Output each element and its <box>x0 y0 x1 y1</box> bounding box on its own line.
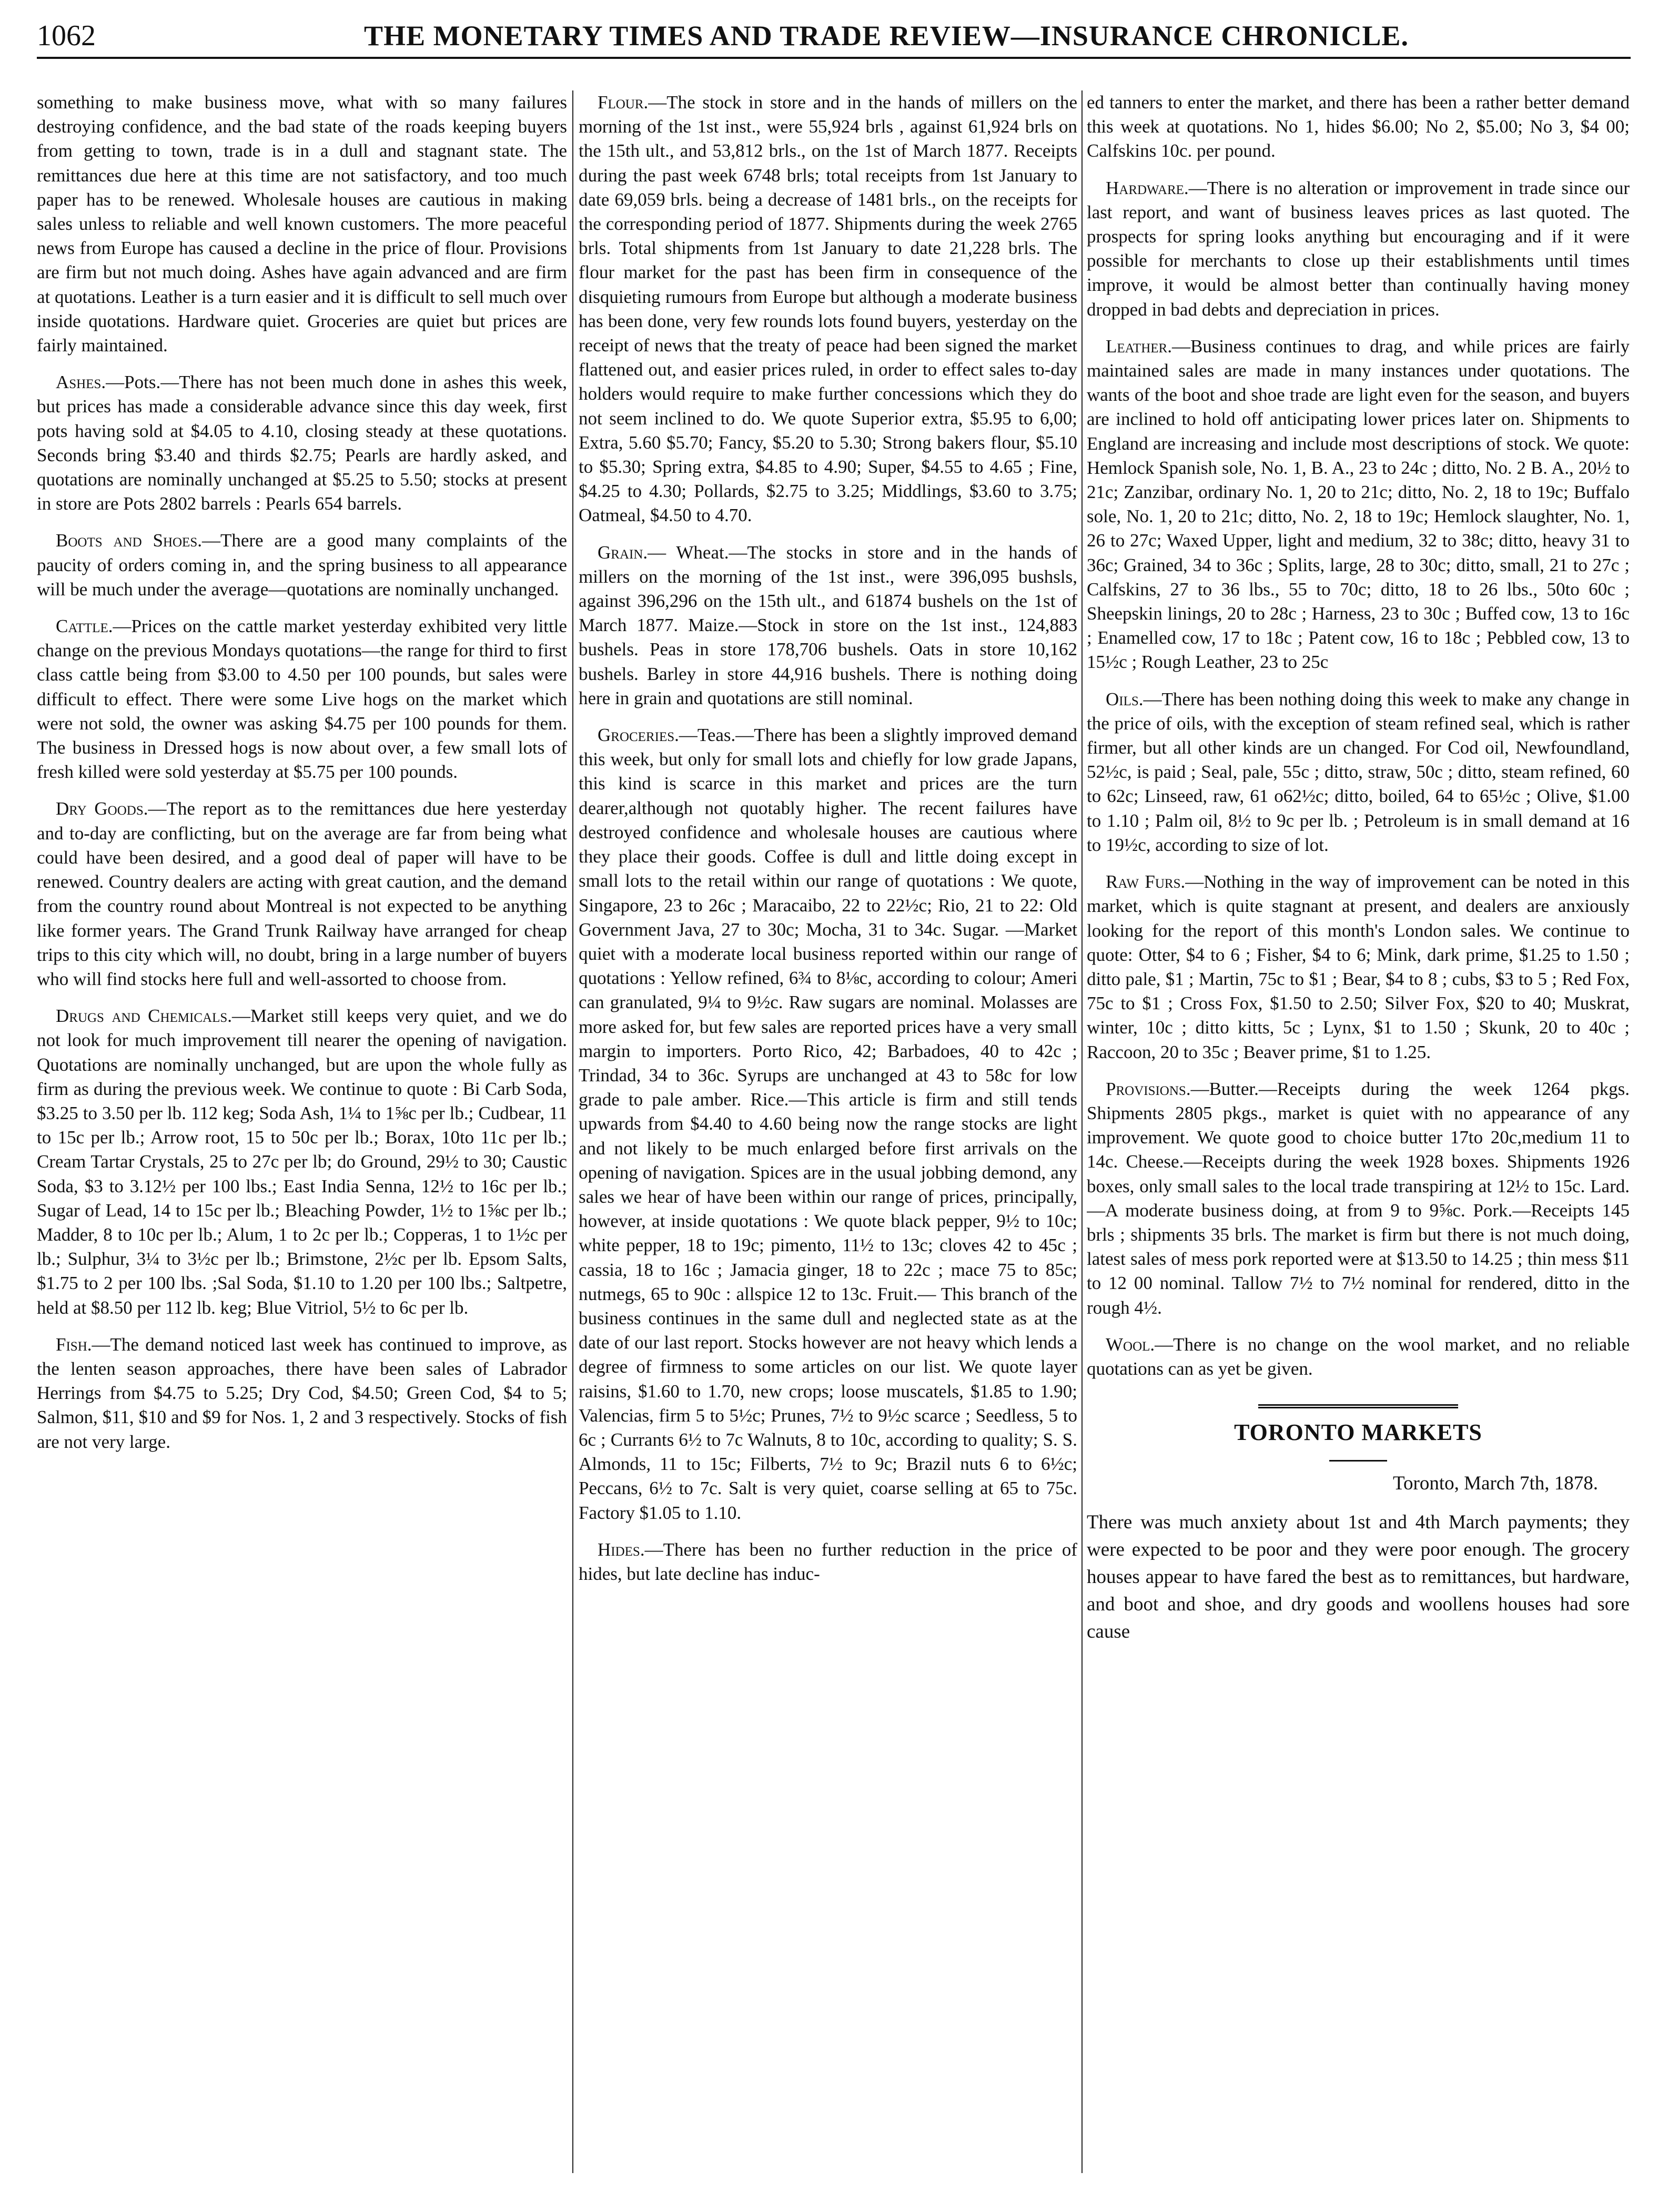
section-text: —Nothing in the way of improvement can be noted in this market, which is quite stagnant at present, and dealers are anxiously looking for the report of this month's London sales. We continue to quote: Otter, $4 to 6 ; Fisher, $4 to 6; Mink, dark prime, $1.25 to 1.50 ; ditto pale, $1 ; Martin, 75c to $1 ; Bear, $4 to 8 ; cubs, $3 to 5 ; Red Fox, 75c to $1 ; Cross Fox, $1.50 to 2.50; Silver Fox, $20 to 40; Muskrat, winter, 10c ; ditto kitts, 5c ; Lynx, $1 to 1.50 ; Skunk, 20 to 40c ; Raccoon, 20 to 35c ; Beaver prime, $1 to 1.25. <box>1087 871 1630 1062</box>
article-drugs-and-chemicals <box>37 1004 567 1320</box>
section-heading: Drugs and Chemicals. <box>56 1006 232 1027</box>
page-header <box>37 15 1631 59</box>
section-text: —There has been no further reduction in the price of hides, but late decline has induc- <box>579 1539 1077 1584</box>
section-text: —There is no alteration or improvement in trade since our last report, and want of business leaves prices as last quoted. The prospects for spring looks anything but encouraging and if it were possible for merchants to close up their establishments until times improve, it would be almost better than continually having money dropped in bad debts and depreciation in prices. <box>1087 177 1630 320</box>
article-hides-continued: ed tanners to enter the market, and there has been a rather better demand this week at quotations. No 1, hides $6.00; No 2, $5.00; No 3, $4 00; Calfskins 10c. per pound. <box>1087 92 1630 161</box>
section-text: —Teas.—There has been a slightly improved demand this week, but only for small lots and chiefly for low grade Japans, this kind is scarce in this market and prices are the turn dearer,although not quotably higher. The recent failures have destroyed confidence and wholesale houses are cautious where they place their goods. Coffee is dull and little doing except in small lots to the retail within our range of quotations : We quote, Singapore, 23 to 26c ; Maracaibo, 22 to 22½c; Rio, 21 to 22: Old Government Java, 27 to 30c; Mocha, 31 to 34c. Sugar. —Market quiet with a moderate local business reported within our range of quotations : Yellow refined, 6¾ to 8⅛c, according to colour; Ameri can granulated, 9¼ to 9½c. Raw sugars are nominal. Molasses are more asked for, but few sales are reported prices have a very small margin to importers. Porto Rico, 42; Barbadoes, 40 to 42c ; Trindad, 34 to 36c. Syrups are unchanged at 43 to 58c for low grade to pale amber. Rice.—This article is firm and still tends upwards from $4.40 to 4.60 being now the range stocks are light and not likely to be much enlarged before first arrivals on the opening of navigation. Spices are in the usual jobbing demond, any sales we hear of have been within our range of prices, principally, however, at inside quotations : We quote black pepper, 9½ to 10c; white pepper, 18 to 19c; pimento, 11½ to 13c; cloves 42 to 45c ; cassia, 18 to 16c ; Jamacia ginger, 18 to 22c ; mace 75 to 85c; nutmegs, 65 to 90c : allspice 12 to 13c. Fruit.— This branch of the business continues in the same dull and neglected state as at the date of our last report. Stocks however are not heavy which lends a degree of firmness to some articles on our list. We quote layer raisins, $1.60 to 1.70, new crops; loose muscatels, $1.85 to 1.90; Valencias, firm 5 to 5½c; Prunes, 7½ to 9½c scarce ; Seedless, 5 to 6c ; Currants 6½ to 7c Walnuts, 8 to 10c, according to quality; S. S. Almonds, 11 to 15c; Filberts, 7½ to 9c; Brazil nuts 6 to 6½c; Peccans, 6½ to 7c. Salt is very quiet, coarse selling at 65 to 75c. Factory $1.05 to 1.10. <box>579 725 1077 1523</box>
column-divider <box>572 90 573 2173</box>
column-2 <box>579 90 1077 2184</box>
section-text: —There is no change on the wool market, and no reliable quotations can as yet be given. <box>1087 1334 1630 1379</box>
section-heading: Groceries. <box>598 725 679 746</box>
article-groceries <box>579 723 1077 1525</box>
section-heading: Hides. <box>598 1539 645 1560</box>
section-text: —There has been nothing doing this week to make any change in the price of oils, with the exception of steam refined seal, which is rather firmer, but all other kinds are un changed. For Cod oil, Newfoundland, 52½c, is paid ; Seal, pale, 55c ; ditto, straw, 50c ; ditto, steam refined, 60 to 62c; Linseed, raw, 61 o62½c; ditto, boiled, 64 to 65½c ; Olive, $1.00 to 1.10 ; Palm oil, 8½ to 9c per lb. ; Petroleum is in small demand at 16 to 19½c, according to size of lot. <box>1087 688 1630 855</box>
section-text: —The stock in store and in the hands of millers on the morning of the 1st inst., were 55,924 brls , against 61,924 brls on the 15th ult., and 53,812 brls., on the 1st of March 1877. Receipts during the past week 6748 brls; total receipts from 1st January to date 69,059 brls. being a decrease of 1481 brls., on the receipts for the corresponding period of 1877. Shipments during the week 2765 brls. Total shipments from 1st January to date 21,228 brls. The flour market for the past has been firm in consequence of the disquieting rumours from Europe but although a moderate business has been done, very few rounds lots found buyers, yesterday on the receipt of news that the treaty of peace had been signed the market flattened out, and easier prices ruled, in order to effect sales to-day holders would require to make further concessions which they do not seem inclined to do. We quote Superior extra, $5.95 to 6,00; Extra, 5.60 $5.70; Fancy, $5.20 to 5.30; Strong bakers flour, $5.10 to $5.30; Spring extra, $4.85 to 4.90; Super, $4.55 to 4.65 ; Fine, $4.25 to 4.30; Pollards, $2.75 to 3.25; Middlings, $3.60 to 3.75; Oatmeal, $4.50 to 4.70. <box>579 92 1077 526</box>
section-text: —Business continues to drag, and while prices are fairly maintained sales are made in many instances under quotations. The wants of the boot and shoe trade are light even for the season, and buyers are inclined to hold off anticipating lower prices later on. Shipments to England are increasing and include most descriptions of stock. We quote: Hemlock Spanish sole, No. 1, B. A., 23 to 24c ; ditto, No. 2 B. A., 20½ to 21c; Zanzibar, ordinary No. 1, 20 to 21c; ditto, No. 2, 18 to 19c; Buffalo sole, No. 1, 20 to 21c; ditto, No. 2, 18 to 19c; Hemlock slaughter, No. 1, 26 to 27c; Waxed Upper, light and medium, 32 to 38c; ditto, heavy 31 to 36c; Grained, 34 to 36c ; Splits, large, 28 to 30c; ditto, small, 21 to 27c ; Calfskins, 27 to 36 lbs., 55 to 70c; ditto, 18 to 26 lbs., 50to 60c ; Sheepskin linings, 20 to 28c ; Harness, 23 to 30c ; Buffed cow, 13 to 16c ; Enamelled cow, 17 to 18c ; Patent cow, 16 to 18c ; Pebbled cow, 13 to 15½c ; Rough Leather, 23 to 25c <box>1087 336 1630 673</box>
article-oils <box>1087 687 1630 857</box>
article-boots-and-shoes <box>37 529 567 602</box>
article-dry-goods <box>37 797 567 991</box>
article-hardware <box>1087 176 1630 322</box>
toronto-markets-text: There was much anxiety about 1st and 4th March payments; they were expected to be poor and they were poor enough. The grocery houses appear to have fared the best as to remittances, but hardware, and boot and shoe, and dry goods and woollens houses had sore cause <box>1087 1511 1630 1643</box>
article-raw-furs <box>1087 870 1630 1064</box>
section-text: —Butter.—Receipts during the week 1264 pkgs. Shipments 2805 pkgs., market is quiet with no appearance of any improvement. We quote good to choice butter 17to 20c,medium 11 to 14c. Cheese.—Receipts during the week 1928 boxes. Shipments 1926 boxes, only small sales to the local trade transpiring at 12½ to 15c. Lard.—A moderate business doing, at from 9 to 9⅝c. Pork.—Receipts 145 brls ; shipments 35 brls. The market is firm but there is not much doing, latest sales of mess pork reported were at $13.50 to 14.25 ; thin mess $11 to 12 00 nominal. Tallow 7½ to 7½ nominal for rendered, ditto in the rough 4½. <box>1087 1078 1630 1318</box>
section-heading: Hardware. <box>1106 177 1189 198</box>
section-heading: Flour. <box>598 92 649 113</box>
article-provisions <box>1087 1077 1630 1320</box>
journal-title: THE MONETARY TIMES AND TRADE REVIEW—INSURANCE CHRONICLE. <box>364 20 1409 52</box>
article-flour <box>579 90 1077 528</box>
section-heading: Provisions. <box>1106 1078 1191 1099</box>
section-text: —There are a good many complaints of the paucity of orders coming in, and the spring business to all appearance will be much under the average—quotations are nominally unchanged. <box>37 530 567 600</box>
article-cattle <box>37 614 567 784</box>
page-number: 1062 <box>37 19 96 52</box>
column-3 <box>1087 90 1630 2184</box>
section-heading: Wool. <box>1106 1334 1155 1355</box>
article-fish <box>37 1333 567 1454</box>
column-divider <box>1081 90 1083 2173</box>
article-wool <box>1087 1333 1630 1381</box>
section-heading: Grain. <box>598 542 648 563</box>
section-heading: Ashes. <box>56 372 106 393</box>
section-text: —The demand noticed last week has continued to improve, as the lenten season approaches, there have been sales of Labrador Herrings from $4.75 to 5.25; Dry Cod, $4.50; Green Cod, $4 to 5; Salmon, $11, $10 and $9 for Nos. 1, 2 and 3 respectively. Stocks of fish are not very large. <box>37 1334 567 1452</box>
column-1 <box>37 90 567 2184</box>
section-rule <box>1258 1404 1458 1408</box>
section-heading: Raw Furs. <box>1106 871 1186 892</box>
section-text: —The report as to the remittances due here yesterday and to-day are conflicting, but on the average are far from being what could have been desired, and a good deal of paper will have to be renewed. Country dealers are acting with great caution, and the demand from the country round about Montreal is not expected to be anything like former years. The Grand Trunk Railway have arranged for cheap trips to this city which will, no doubt, bring in a large number of buyers who will find stocks here full and well-assorted to choose from. <box>37 798 567 989</box>
article-leather <box>1087 334 1630 675</box>
section-text: —Prices on the cattle market yesterday exhibited very little change on the previous Mondays quotations—the range for third to first class cattle being from $3.00 to 4.50 per 100 pounds, but sales were difficult to effect. There were some Live hogs on the market which were not sold, the owner was asking $4.75 per 100 pounds for them. The business in Dressed hogs is now about over, a few small lots of fresh killed were sold yesterday at $5.75 per 100 pounds. <box>37 616 567 783</box>
section-heading: Fish. <box>56 1334 92 1355</box>
section-text: — Wheat.—The stocks in store and in the hands of millers on the morning of the 1st inst., were 396,095 bushsls, against 396,296 on the 15th ult., and 61874 bushels on the 1st of March 1877. Maize.—Stock in store on the 1st inst., 124,883 bushels. Peas in store 178,706 bushels. Oats in store 10,162 bushels. Barley in store 44,916 bushels. There is nothing doing here in grain and quotations are still nominal. <box>579 542 1077 708</box>
section-text: —Market still keeps very quiet, and we do not look for much improvement till nearer the opening of navigation. Quotations are nominally unchanged, but are upon the whole fully as firm as during the previous week. We continue to quote : Bi Carb Soda, $3.25 to 3.50 per lb. 112 keg; Soda Ash, 1¼ to 1⅝c per lb.; Cudbear, 11 to 15c per lb.; Arrow root, 15 to 50c per lb.; Borax, 10to 11c per lb.; Cream Tartar Crystals, 25 to 27c per lb; do Ground, 29½ to 30; Caustic Soda, $3 to 3.12½ per 100 lbs.; East India Senna, 12½ to 16c per lb.; Sugar of Lead, 14 to 15c per lb.; Bleaching Powder, 1½ to 1⅝c per lb.; Madder, 8 to 10c per lb.; Alum, 1 to 2c per lb.; Copperas, 1 to 1½c per lb.; Sulphur, 3¼ to 3½c per lb.; Brimstone, 2½c per lb. Epsom Salts, $1.75 to 2 per 100 lbs. ;Sal Soda, $1.10 to 1.20 per 100 lbs.; Saltpetre, held at $8.50 per 112 lb. keg; Blue Vitriol, 5½ to 6c per lb. <box>37 1006 567 1318</box>
section-heading: Dry Goods. <box>56 798 148 819</box>
section-heading: Boots and Shoes. <box>56 530 202 551</box>
dateline: Toronto, March 7th, 1878. <box>1393 1473 1598 1495</box>
article-intro: something to make business move, what with so many failures destroying confidence, and the bad state of the roads keeping buyers from getting to town, trade is in a dull and stagnant state. The remittances due here at this time are not satisfactory, and too much paper has to be renewed. Wholesale houses are cautious in making sales unless to reliable and well known customers. The more peaceful news from Europe has caused a decline in the price of flour. Provisions are firm but not much doing. Ashes have again advanced and are firm at quotations. Leather is a turn easier and it is difficult to sell much over inside quotations. Hardware quiet. Groceries are quiet but prices are fairly maintained. <box>37 92 567 356</box>
article-ashes <box>37 370 567 516</box>
section-text: —Pots.—There has not been much done in ashes this week, but prices has made a considerable advance since this day week, first pots having sold at $4.05 to 4.10, closing steady at these quotations. Seconds bring $3.40 and thirds $2.75; Pearls are hardly asked, and quotations are nominally unchanged at $5.25 to 5.50; stocks at present in store are Pots 2802 barrels : Pearls 654 barrels. <box>37 372 567 514</box>
article-hides <box>579 1538 1077 1586</box>
section-heading: Leather. <box>1106 336 1172 357</box>
toronto-markets-heading: TORONTO MARKETS <box>1234 1419 1482 1446</box>
article-grain <box>579 541 1077 711</box>
heading-underline <box>1329 1460 1387 1462</box>
section-heading: Oils. <box>1106 688 1144 709</box>
section-heading: Cattle. <box>56 616 113 637</box>
